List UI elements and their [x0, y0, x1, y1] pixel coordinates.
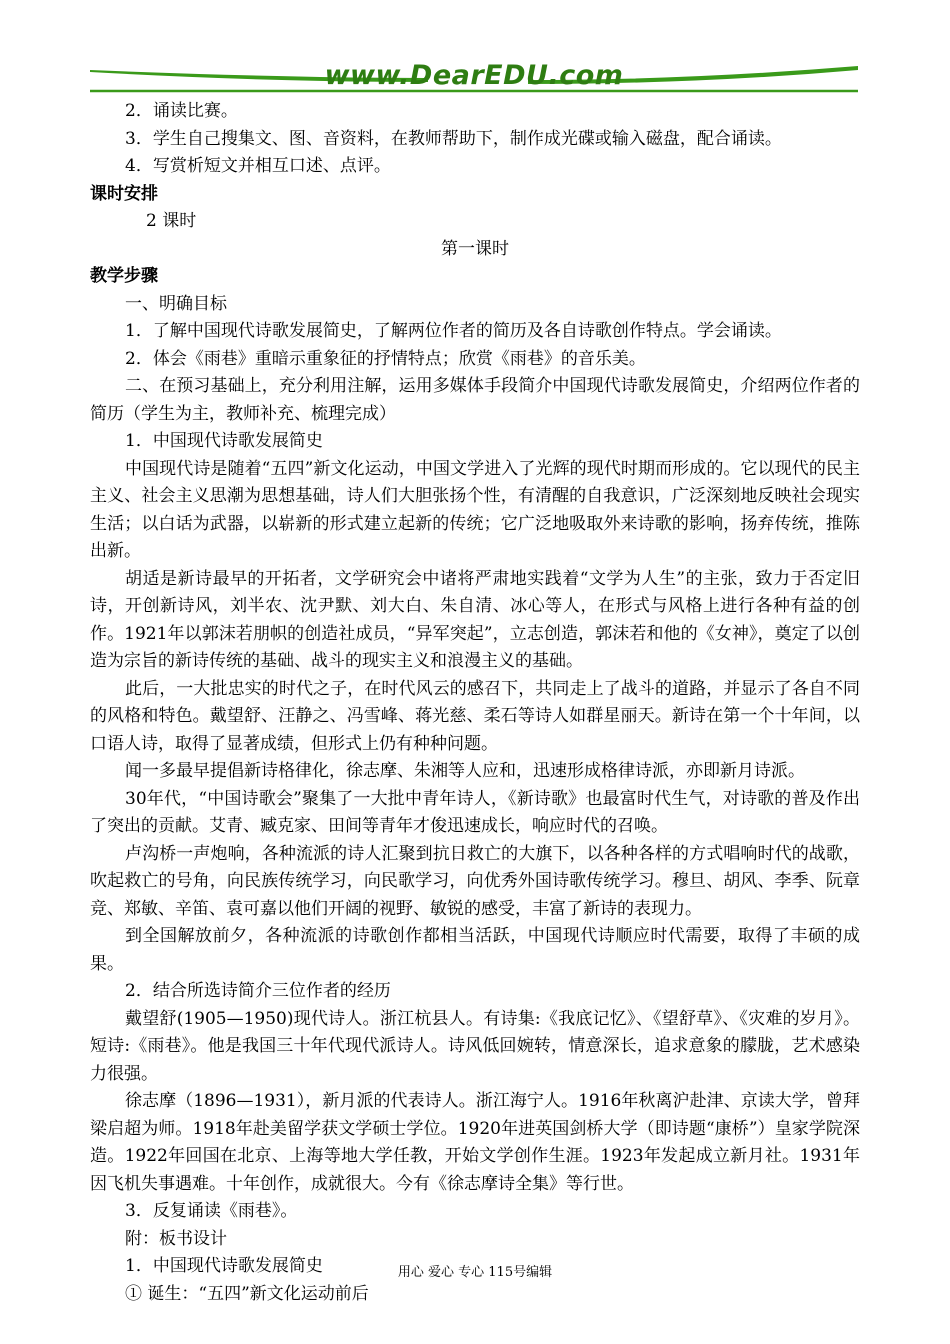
list-item: 4．写赏析短文并相互口述、点评。	[125, 156, 391, 176]
paragraph: 卢沟桥一声炮响，各种流派的诗人汇聚到抗日救亡的大旗下，以各种各样的方式唱响时代的战歌，吹起救亡的号角，向民族传统学习，向民歌学习，向优秀外国诗歌传统学习。穆旦、胡风、李季、阮章竞、郑敏、辛笛、袁可嘉以他们开阔的视野、敏锐的感受，丰富了新诗的表现力。	[90, 843, 860, 919]
goal-item: 1．了解中国现代诗歌发展简史，了解两位作者的简历及各自诗歌创作特点。学会诵读。	[125, 321, 782, 341]
goal-item: 2．体会《雨巷》重暗示重象征的抒情特点；欣赏《雨巷》的音乐美。	[125, 348, 646, 369]
appendix-label: 附：板书设计	[125, 1228, 227, 1249]
paragraph: 闻一多最早提倡新诗格律化，徐志摩、朱湘等人应和，迅速形成格律诗派，亦即新月诗派。	[125, 761, 805, 781]
document-body	[90, 98, 860, 1308]
site-logo-text[interactable]: www.DearEDU.com	[324, 60, 624, 91]
paragraph: 戴望舒(1905—1950)现代诗人。浙江杭县人。有诗集:《我底记忆》、《望舒草》、《灾难的岁月》。短诗:《雨巷》。他是我国三十年代现代派诗人。诗风低回婉转，情意深长，追求意象的朦胧，艺术感染力很强。	[90, 1008, 860, 1084]
board-item: ① 诞生：“五四”新文化运动前后	[125, 1283, 369, 1304]
subheading: 1．中国现代诗歌发展简史	[125, 431, 323, 451]
paragraph: 中国现代诗是随着“五四”新文化运动，中国文学进入了光辉的现代时期而形成的。它以现代的民主主义、社会主义思潮为思想基础，诗人们大胆张扬个性，有清醒的自我意识，广泛深刻地反映社会现实生活；以白话为武器，以崭新的形式建立起新的传统；它广泛地吸取外来诗歌的影响，扬弃传统，推陈出新。	[90, 458, 860, 561]
list-item: 3．学生自己搜集文、图、音资料，在教师帮助下，制作成光碟或输入磁盘，配合诵读。	[125, 128, 782, 149]
board-item: 1．中国现代诗歌发展简史	[125, 1256, 323, 1276]
site-header-logo	[88, 58, 860, 96]
list-item: 2．诵读比赛。	[125, 101, 238, 121]
lesson-title: 第一课时	[441, 238, 509, 259]
paragraph: 到全国解放前夕，各种流派的诗歌创作都相当活跃，中国现代诗顺应时代需要，取得了丰硕的成果。	[90, 926, 860, 974]
paragraph: 此后，一大批忠实的时代之子，在时代风云的感召下，共同走上了战斗的道路，并显示了各自不同的风格和特色。戴望舒、汪静之、冯雪峰、蒋光慈、柔石等诗人如群星丽天。新诗在第一个十年间，以口语人诗，取得了显著成绩，但形式上仍有种种问题。	[90, 678, 860, 754]
paragraph: 徐志摩（1896—1931），新月派的代表诗人。浙江海宁人。1916年秋离沪赴津、京读大学，曾拜梁启超为师。1918年赴美留学获文学硕士学位。1920年进英国剑桥大学（即诗题“康桥”）皇家学院深造。1922年回国在北京、上海等地大学任教，开始文学创作生涯。1923年发起成立新月社。1931年因飞机失事遇难。十年创作，成就很大。今有《徐志摩诗全集》等行世。	[90, 1091, 860, 1194]
paragraph: 30年代，“中国诗歌会”聚集了一大批中青年诗人，《新诗歌》也最富时代生气，对诗歌的普及作出了突出的贡献。艾青、臧克家、田间等青年才俊迅速成长，响应时代的召唤。	[90, 788, 860, 836]
goal-heading: 一、明确目标	[125, 293, 227, 314]
page-footer: 用心 爱心 专心 115号编辑	[397, 1265, 553, 1280]
subheading: 2．结合所选诗简介三位作者的经历	[125, 981, 391, 1001]
paragraph: 胡适是新诗最早的开拓者，文学研究会中诸将严肃地实践着“文学为人生”的主张，致力于否定旧诗，开创新诗风，刘半农、沈尹默、刘大白、朱自清、冰心等人，在形式与风格上进行各种有益的创作。1921年以郭沫若朋帜的创造社成员，“异军突起”，立志创造，郭沫若和他的《女神》，奠定了以创造为宗旨的新诗传统的基础、战斗的现实主义和浪漫主义的基础。	[90, 568, 860, 671]
list-item: 3．反复诵读《雨巷》。	[125, 1201, 298, 1221]
schedule-value: 2 课时	[146, 211, 197, 231]
paragraph: 二、在预习基础上，充分利用注解，运用多媒体手段简介中国现代诗歌发展简史，介绍两位作者的简历（学生为主，教师补充、梳理完成）	[90, 376, 860, 424]
section-heading-schedule: 课时安排	[90, 183, 158, 204]
section-heading-steps: 教学步骤	[90, 266, 158, 286]
